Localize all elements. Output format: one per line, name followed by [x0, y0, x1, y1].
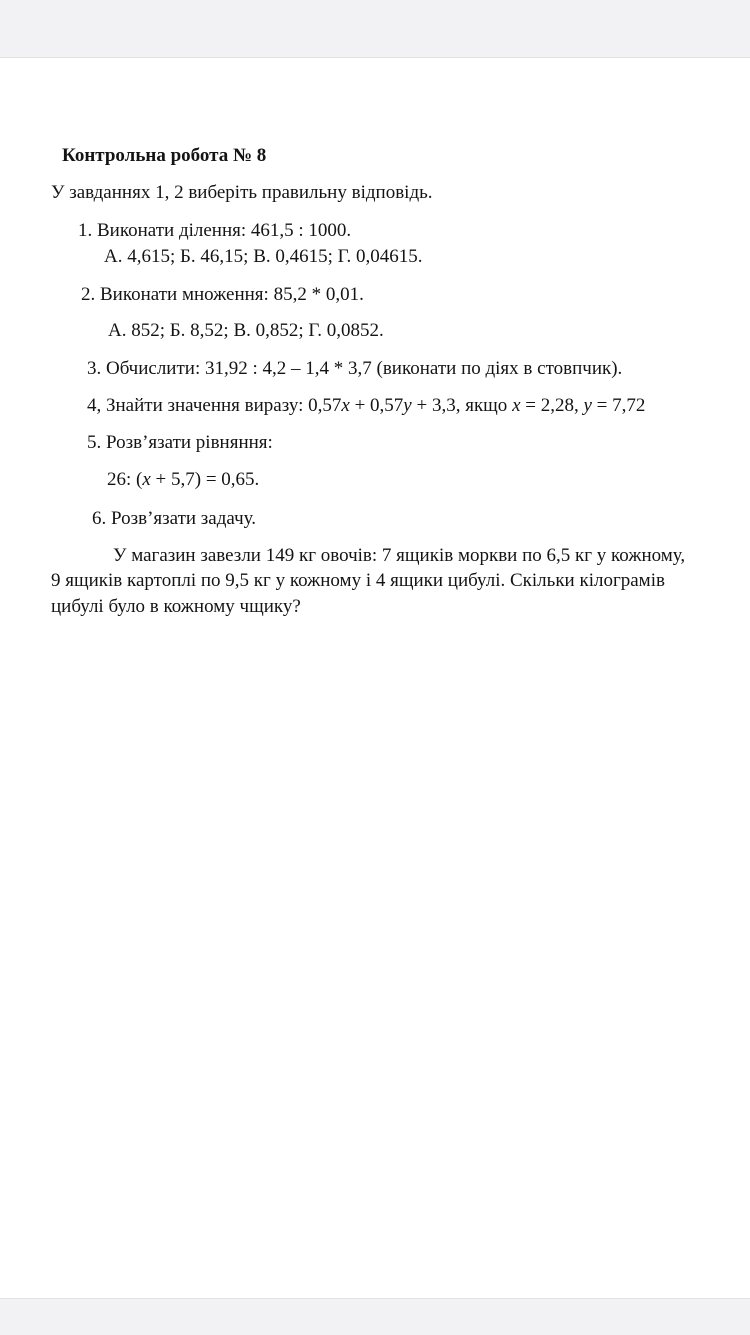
problem-line-3: цибулі було в кожному чщику?: [51, 596, 301, 617]
task-2-options: А. 852; Б. 8,52; В. 0,852; Г. 0,0852.: [108, 320, 384, 341]
equation-var-x: x: [142, 469, 151, 490]
bottom-bar: [0, 1298, 750, 1335]
task-6-label: 6. Розв’язати задачу.: [92, 508, 256, 529]
var-y: y: [403, 395, 412, 416]
task-2-label: 2. Виконати множення: 85,2 * 0,01.: [81, 284, 364, 305]
task-4-mid2: + 3,3, якщо: [411, 395, 513, 416]
task-4-prefix: 4, Знайти значення виразу: 0,57: [87, 395, 342, 416]
task-1-options: А. 4,615; Б. 46,15; В. 0,4615; Г. 0,04615.: [104, 246, 423, 267]
instruction-text: У завданнях 1, 2 виберіть правильну відповідь.: [51, 182, 433, 203]
task-4-suffix: = 7,72: [591, 395, 646, 416]
task-5-equation: [107, 468, 259, 492]
task-1-label: 1. Виконати ділення: 461,5 : 1000.: [78, 220, 352, 241]
task-3-label: 3. Обчислити: 31,92 : 4,2 – 1,4 * 3,7 (виконати по діях в стовпчик).: [87, 358, 623, 379]
task-5-label: 5. Розв’язати рівняння:: [87, 432, 273, 453]
var-x: x: [341, 395, 350, 416]
task-4-mid3: = 2,28,: [520, 395, 584, 416]
task-4-mid1: + 0,57: [349, 395, 404, 416]
equation-prefix: 26: (: [107, 469, 143, 490]
document-title: Контрольна робота № 8: [62, 145, 267, 166]
top-bar: [0, 0, 750, 58]
equation-suffix: + 5,7) = 0,65.: [150, 469, 260, 490]
task-4-label: [87, 394, 645, 418]
problem-line-2: 9 ящиків картоплі по 9,5 кг у кожному і 4 ящики цибулі. Скільки кілограмів: [51, 570, 665, 591]
document-page: [0, 58, 750, 1298]
problem-line-1: У магазин завезли 149 кг овочів: 7 ящиків моркви по 6,5 кг у кожному,: [113, 545, 686, 566]
var-x-value: x: [512, 395, 521, 416]
var-y-value: y: [583, 395, 592, 416]
